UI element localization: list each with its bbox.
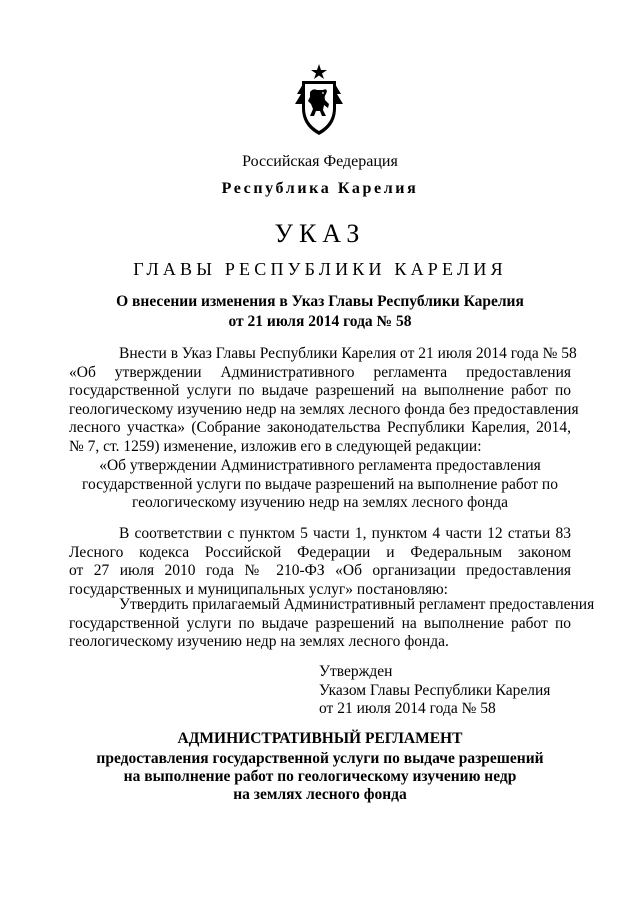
text-line: геологическому изучению недр на землях лесного фонда без предоставления bbox=[69, 400, 579, 418]
text-line: Утвердить прилагаемый Административный регламент предоставления bbox=[119, 596, 595, 613]
regulation-subtitle-line-3: на землях лесного фонда bbox=[233, 786, 407, 803]
text-line: государственной услуги по выдаче разрешений на выполнение работ по bbox=[69, 614, 571, 632]
decree-heading: УКАЗ bbox=[274, 219, 366, 248]
text-line: от 27 июля 2010 года № 210-ФЗ «Об организации предоставления bbox=[69, 562, 571, 580]
text-line: В соответствии с пунктом 5 части 1, пунктом 4 части 12 статьи 83 bbox=[119, 525, 571, 542]
approved-date: от 21 июля 2014 года № 58 bbox=[319, 700, 496, 718]
regulation-subtitle-line-2: на выполнение работ по геологическому изучению недр bbox=[123, 768, 517, 785]
issuer-heading: ГЛАВЫ РЕСПУБЛИКИ КАРЕЛИЯ bbox=[133, 259, 507, 279]
text-line: лесного участка» (Собрание законодательства Республики Карелия, 2014, bbox=[69, 419, 571, 437]
text-line: геологическому изучению недр на землях лесного фонда bbox=[131, 494, 509, 512]
approved-label: Утвержден bbox=[319, 663, 393, 680]
paragraph-legal-basis bbox=[69, 525, 571, 599]
text-line: «Об утверждении Административного регламента предоставления bbox=[99, 457, 541, 474]
text-line: геологическому изучению недр на землях лесного фонда. bbox=[69, 633, 449, 651]
document-title-line-1: О внесении изменения в Указ Главы Республики Карелия bbox=[116, 293, 524, 310]
document-title-line-2: от 21 июля 2014 года № 58 bbox=[228, 313, 412, 330]
approved-by: Указом Главы Республики Карелия bbox=[319, 681, 551, 699]
text-line: Внести в Указ Главы Республики Карелия от 21 июля 2014 года № 58 bbox=[119, 345, 577, 362]
karelia-coat-of-arms-icon bbox=[293, 64, 345, 136]
text-line: № 7, ст. 1259) изменение, изложив его в следующей редакции: bbox=[69, 437, 482, 455]
regulation-subtitle-line-1: предоставления государственной услуги по выдаче разрешений bbox=[96, 750, 544, 767]
text-line: государственной услуги по выдаче разрешений на выполнение работ по bbox=[82, 475, 558, 493]
regulation-title: АДМИНИСТРАТИВНЫЙ РЕГЛАМЕНТ bbox=[177, 730, 463, 747]
text-line: Лесного кодекса Российской Федерации и Федеральным законом bbox=[69, 543, 571, 561]
text-line: «Об утверждении Административного регламента предоставления bbox=[69, 363, 571, 381]
quoted-new-title bbox=[69, 457, 571, 513]
paragraph-amendment bbox=[69, 345, 579, 457]
country-name: Российская Федерация bbox=[242, 153, 398, 170]
approval-stamp-text bbox=[319, 663, 550, 719]
text-line: государственной услуги по выдаче разрешений на выполнение работ по bbox=[69, 382, 571, 400]
text-line: государственных и муниципальных услуг» постановляю: bbox=[69, 580, 448, 598]
republic-name: Республика Карелия bbox=[221, 180, 419, 197]
paragraph-approve bbox=[69, 596, 595, 652]
